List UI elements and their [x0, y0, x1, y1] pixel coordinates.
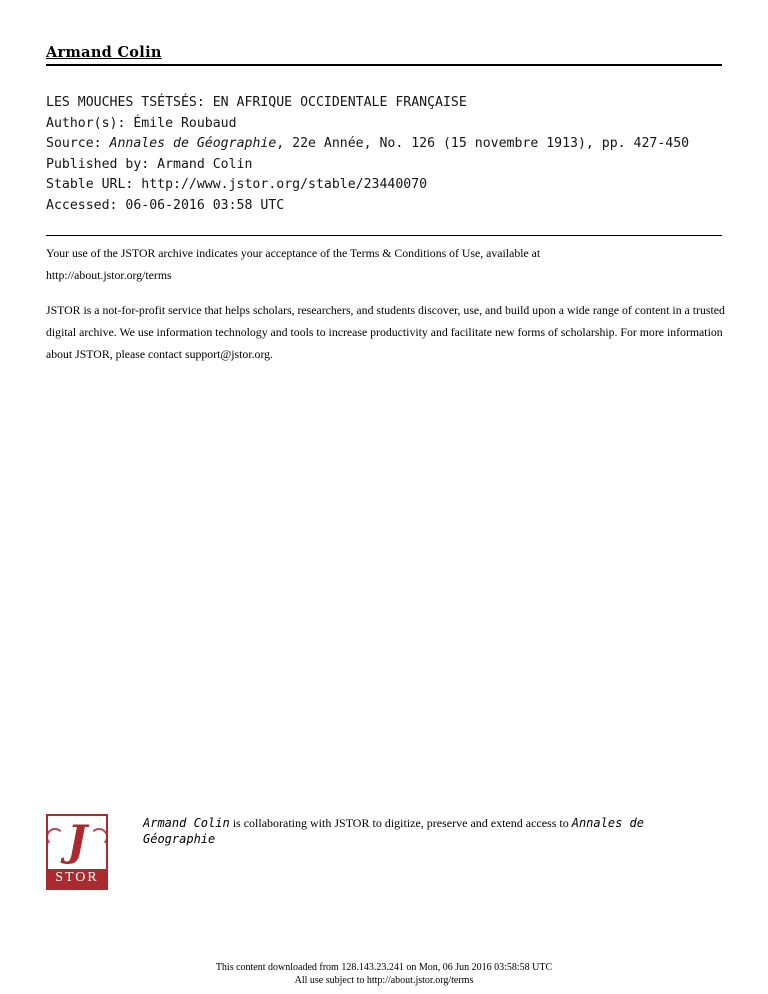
accessed-value: 06-06-2016 03:58 UTC — [125, 197, 285, 213]
article-title: LES MOUCHES TSÉTSÉS: EN AFRIQUE OCCIDENTALE FRANÇAISE — [46, 95, 467, 110]
journal-name: Annales de Géographie — [109, 136, 277, 151]
accessed-label: Accessed: — [46, 197, 126, 213]
download-info-line: This content downloaded from 128.143.23.241 on Mon, 06 Jun 2016 03:58:58 UTC — [215, 962, 553, 973]
divider-rule — [46, 235, 722, 236]
collab-journal-name: Annales de Géographie — [143, 816, 644, 846]
jstor-logo-frame — [48, 816, 106, 869]
published-by-name: Armand Colin — [157, 156, 253, 172]
source-label: Source: — [46, 136, 110, 151]
stable-url-link[interactable]: http://www.jstor.org/stable/23440070 — [141, 177, 428, 192]
published-by-line — [46, 155, 728, 176]
collab-middle-text: is collaborating with JSTOR to digitize, preserve and extend access to — [229, 816, 572, 830]
accessed-line — [46, 196, 728, 217]
publisher-header — [46, 44, 722, 66]
published-by-label: Published by: — [46, 156, 158, 172]
about-jstor-paragraph: JSTOR is a not-for-profit service that helps scholars, researchers, and students discover, use, and build upon a wide range of content in a trusted digital archive. We use information technology and tools to increase productivity and facilitate new forms of scholarship. For more information about JSTOR, please contact support@jstor.org. — [46, 303, 725, 361]
footer-terms-line[interactable]: All use subject to http://about.jstor.org/terms — [294, 974, 474, 986]
terms-url-link[interactable]: http://about.jstor.org/terms — [46, 268, 172, 282]
publisher-name: Armand Colin — [46, 44, 162, 61]
source-line — [46, 134, 728, 155]
download-footer — [0, 962, 768, 987]
collaboration-note — [143, 815, 708, 847]
author-line — [46, 114, 728, 135]
source-details: , 22e Année, No. 126 (15 novembre 1913), pp. 427-450 — [276, 136, 690, 151]
jstor-logo-stor-band: STOR — [48, 869, 106, 888]
collab-publisher-name: Armand Colin — [143, 816, 230, 830]
author-label: Author(s): — [46, 115, 134, 131]
terms-notice — [46, 242, 726, 286]
jstor-logo — [46, 814, 108, 890]
jstor-logo-j-glyph: J — [67, 816, 87, 865]
article-metadata — [46, 93, 728, 216]
stable-url-label: Stable URL: — [46, 177, 142, 192]
author-name: Émile Roubaud — [133, 115, 237, 131]
stable-url-line — [46, 175, 728, 196]
terms-line: Your use of the JSTOR archive indicates your acceptance of the Terms & Conditions of Use, available at — [46, 246, 541, 260]
